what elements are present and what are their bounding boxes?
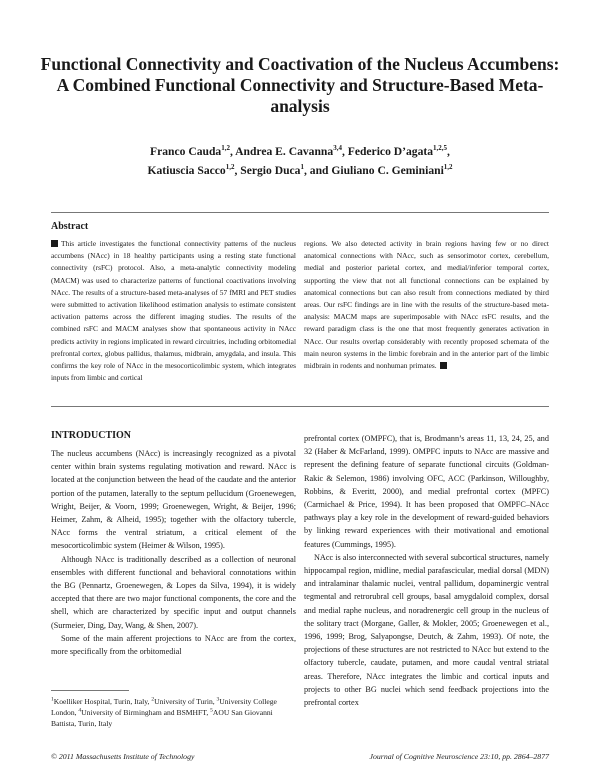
body-paragraph: The nucleus accumbens (NAcc) is increasingly recognized as a pivotal center within brain systems regulating motivation and reward. NAcc is located at the conjunction between the head of the caudate and the anterior portion of the putamen, laterally to the septum pellucidum (Groenewegen, Wright, Beijer, & Voorn, 1999; Groenewegen, Wright, & Beijer, 1996; Heimer, Zahm, & Alheid, 1995); together with the olfactory tubercle, NAcc forms the ventral striatum, a critical element of the mesocorticolimbic system (Heimer & Wilson, 1995). <box>51 449 296 551</box>
footnote-sup: 5 <box>210 707 213 714</box>
footnote-text: University of Birmingham and BSMHFT, <box>81 708 211 717</box>
body-paragraph: prefrontal cortex (OMPFC), that is, Brodmann’s areas 11, 13, 24, 25, and 32 (Haber & McFarland, 1999). OMPFC inputs to NAcc are massive and represent the defining feature of separate functional circuits (Goldman-Rakic & Selemon, 1986) involving OFC, ACC (Parkinson, Willoughby, Robbins, & Everitt, 2000), and medial prefrontal cortex (MPFC) (Carmichael & Price, 1994). It has been proposed that OMPFC–NAcc pathways play a key role in the development of reward-guided behaviors by linking reward experiences with their motivational and emotional features (Cummings, 1995). <box>304 434 549 549</box>
author-affiliation-sup: 3,4 <box>333 144 342 153</box>
body-paragraph: Some of the main afferent projections to NAcc are from the cortex, more specifically from the orbitomedial <box>51 633 296 657</box>
paper-title: Functional Connectivity and Coactivation of the Nucleus Accumbens: A Combined Functional Connectivity and Structure-Based Meta-analysis <box>40 54 560 116</box>
author-name: Sergio Duca <box>240 164 301 177</box>
author-name: Katiuscia Sacco <box>147 164 226 177</box>
abstract-top-rule <box>51 212 549 213</box>
body-paragraph: Although NAcc is traditionally described as a collection of neuronal ensembles with different functional and behavioral connotations within the BG (Pennartz, Groenewegen, & Lopes da Silva, 1994), it is widely accepted that there are two major functional components, the core and the shell, which are characterized by specific input and output channels (Surmeier, Ding, Day, Wang, & Shen, 2007). <box>51 554 296 630</box>
author-affiliation-sup: 1,2,5 <box>433 144 448 153</box>
body-paragraph: NAcc is also interconnected with several subcortical structures, namely hippocampal region, midline, medial parafascicular, medial dorsal (MDN) and intralaminar thalamic nuclei, ventral pallidum, dopaminergic ventral tegmental and retrorubral cell groups, basal amygdaloid complex, dorsal and medial raphe nucleus, and noradrenergic cell group in the nucleus of the solitary tract (Morgane, Galler, & Mokler, 2005; Groenewegen et al., 1996, 1999; Brog, Salyapongse, Deutch, & Zahm, 1993). Of note, the projections of these structures are not restricted to NAcc but extend to the olfactory tubercle, caudate, putamen, and more caudal ventral striatal areas. Therefore, NAcc integrates the limbic and cortical inputs and projects to other BG nuclei which send feedback projections into the prefrontal cortex <box>304 552 549 708</box>
author-affiliation-sup: 1,2 <box>221 144 230 153</box>
copyright-footer: © 2011 Massachusetts Institute of Technology <box>51 752 195 761</box>
abstract-text-right: regions. We also detected activity in brain regions having few or no direct anatomical connections with NAcc, such as sensorimotor cortex, cerebellum, medial and posterior parietal cortex, and medial/inferior temporal cortex, supporting the view that not all functional connections can be explained by anatomical connections but can also result from connections mediated by third areas. Our rsFC findings are in line with the results of the structure-based meta-analysis: MACM maps are superimposable with NAcc rsFC results, and the reward paradigm class is the one that most frequently generates activation in NAcc. Our results overlap considerably with recently proposed schemata of the main neuron systems in the limbic forebrain and in the anterior part of the limbic midbrain in rodents and nonhuman primates. <box>304 239 549 371</box>
abstract-bottom-rule <box>51 406 549 407</box>
author-list <box>40 142 560 180</box>
footnote-sup: 3 <box>216 696 220 703</box>
abstract-left-column <box>51 238 296 384</box>
introduction-heading: INTRODUCTION <box>51 430 132 441</box>
abstract-text-left: This article investigates the functional connectivity patterns of the nucleus accumbens (NAcc) in 18 healthy participants using a resting state functional connectivity (rsFC) protocol. Also, a meta-analytic connectivity modeling (MACM) was used to characterize patterns of functional coactivations involving NAcc. The results of a structure-based meta-analyses of 57 fMRI and PET studies were submitted to activation likelihood estimation analysis to estimate consistent activation patterns across the different imaging studies. The results of the combined rsFC and MACM analyses show that spontaneous activity in NAcc predicts activity in regions implicated in reward circuitries, including orbitomedial prefrontal cortex, globus pallidus, thalamus, midbrain, amygdala, and insula. This confirms the key role of NAcc in the mesocorticolimbic system, which integrates inputs from limbic and cortical <box>51 239 296 383</box>
footnote-sup: 4 <box>78 707 82 714</box>
author-affiliation-sup: 1,2 <box>225 163 235 172</box>
author-affiliation-sup: 1 <box>300 163 304 172</box>
author-name: Federico D’agata <box>347 145 434 158</box>
affiliations-footnote <box>51 696 296 729</box>
footnote-sup: 2 <box>151 696 155 703</box>
footnote-text: University College London, <box>51 697 277 717</box>
journal-citation-footer: Journal of Cognitive Neuroscience 23:10, pp. 2864–2877 <box>369 752 549 761</box>
author-line-2 <box>40 161 560 180</box>
abstract-end-square-icon <box>440 362 447 369</box>
author-separator: , <box>234 164 241 177</box>
intro-right-column <box>304 432 549 709</box>
footnote-text: Koelliker Hospital, Turin, Italy, <box>53 697 152 706</box>
footnote-sup: 1 <box>51 696 54 703</box>
author-separator: , and <box>303 164 332 177</box>
footnote-text: University of Turin, <box>154 697 217 706</box>
author-separator: , <box>341 145 348 158</box>
author-affiliation-sup: 1,2 <box>443 163 453 172</box>
footnote-rule <box>51 690 129 691</box>
abstract-start-square-icon <box>51 240 58 247</box>
abstract-right-column <box>304 238 549 372</box>
author-separator: , <box>447 145 450 158</box>
author-separator: , <box>229 145 236 158</box>
author-name: Giuliano C. Geminiani <box>331 164 444 177</box>
author-name: Franco Cauda <box>150 145 222 158</box>
author-name: Andrea E. Cavanna <box>235 145 334 158</box>
abstract-heading: Abstract <box>51 221 89 232</box>
intro-left-column <box>51 447 296 658</box>
author-line-1 <box>40 142 560 161</box>
footnote-text: AOU San Giovanni Battista, Turin, Italy <box>51 708 273 728</box>
